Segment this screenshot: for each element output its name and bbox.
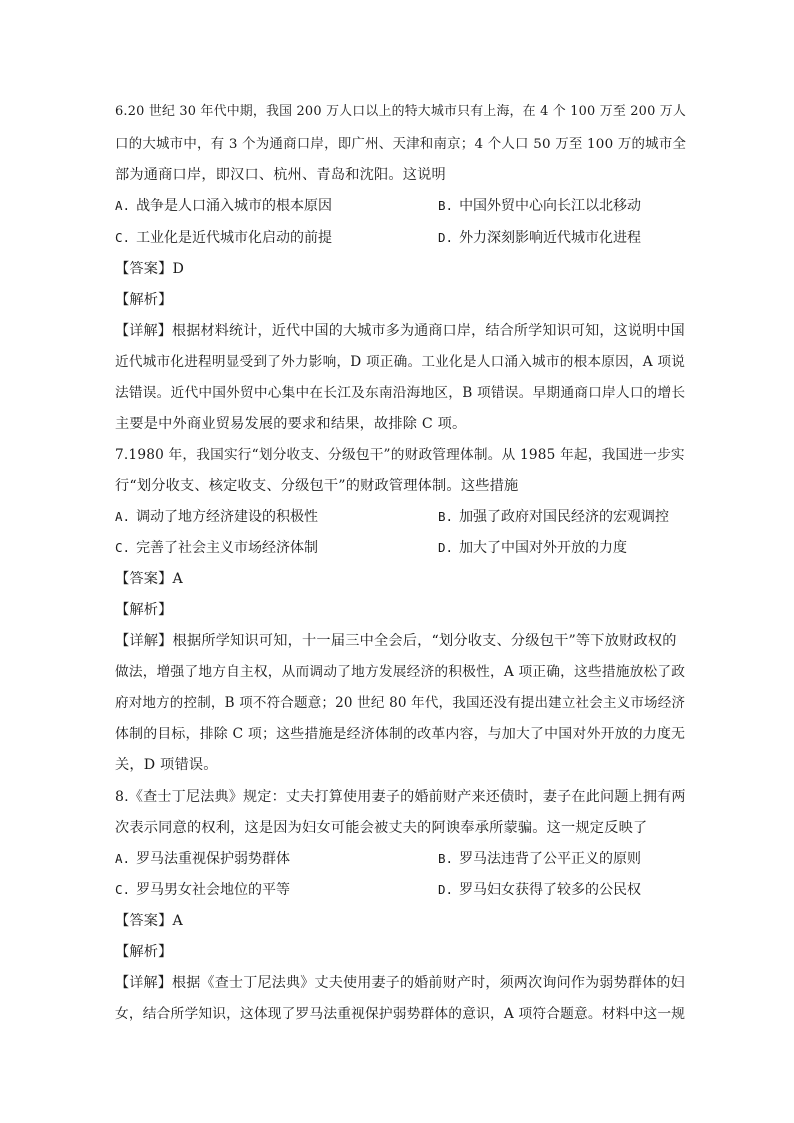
q6-option-b [438,197,641,215]
q6-option-d [438,229,641,247]
q6-detail-line-3: 法错误。近代中国外贸中心集中在长江及东南沿海地区，B 项错误。早期通商口岸人口的增长 [115,385,686,401]
q6-option-b-letter: B. [438,198,454,213]
q7-stem-line-1: 7.1980 年，我国实行“划分收支、分级包干”的财政管理体制。从 1985 年起，我国进一步实 [115,447,685,463]
q7-detail-line-2: 做法，增强了地方自主权，从而调动了地方发展经济的积极性，A 项正确，这些措施放松了政 [115,664,686,680]
q6-option-b-text: 中国外贸中心向长江以北移动 [459,198,642,214]
q8-option-b [438,850,641,868]
q8-option-d-text: 罗马妇女获得了较多的公民权 [459,882,642,898]
q6-option-a-text: 战争是人口涌入城市的根本原因 [136,198,333,214]
q6-answer: 【答案】D [115,261,185,277]
q8-option-c-letter: C. [115,882,131,897]
q8-option-c [115,881,290,899]
q6-option-a [115,197,332,215]
q7-option-b [438,508,669,526]
q8-analysis-label: 【解析】 [115,944,173,960]
q6-analysis-label: 【解析】 [115,292,173,308]
q6-option-c [115,229,332,247]
q7-detail-line-3: 府对地方的控制，B 项不符合题意；20 世纪 80 年代，我国还没有提出建立社会主义市场经济 [115,695,686,711]
q7-option-a-text: 调动了地方经济建设的积极性 [136,509,319,525]
q8-stem-line-1: 8.《查士丁尼法典》规定：丈夫打算使用妻子的婚前财产来还债时，妻子在此问题上拥有两 [115,789,686,805]
q8-option-a-letter: A. [115,851,131,866]
q6-option-a-letter: A. [115,198,131,213]
q7-option-b-letter: B. [438,509,454,524]
q7-option-c-letter: C. [115,540,131,555]
q8-stem-line-2: 次表示同意的权利，这是因为妇女可能会被丈夫的阿谀奉承所蒙骗。这一规定反映了 [115,820,648,836]
q6-detail-line-1: 【详解】根据材料统计，近代中国的大城市多为通商口岸，结合所学知识可知，这说明中国 [115,323,685,339]
q8-option-a [115,850,290,868]
q7-detail-line-4: 体制的目标，排除 C 项；这些措施是经济体制的改革内容，与加大了中国对外开放的力度无 [115,726,686,742]
q6-detail-line-4: 主要是中外商业贸易发展的要求和结果，故排除 C 项。 [115,416,467,432]
q6-option-d-letter: D. [438,230,454,245]
q7-analysis-label: 【解析】 [115,602,173,618]
q7-detail-line-1: 【详解】根据所学知识可知，十一届三中全会后，“划分收支、分级包干”等下放财政权的 [115,633,677,649]
q7-stem-line-2: 行“划分收支、核定收支、分级包干”的财政管理体制。这些措施 [115,478,519,494]
q8-option-d [438,881,641,899]
q7-detail-line-5: 关，D 项错误。 [115,757,218,773]
q7-answer: 【答案】A [115,571,183,587]
q8-option-b-text: 罗马法违背了公平正义的原则 [459,851,642,867]
q6-detail-line-2: 近代城市化进程明显受到了外力影响，D 项正确。工业化是人口涌入城市的根本原因，A 项说 [115,354,686,370]
q8-detail-line-1: 【详解】根据《查士丁尼法典》丈夫使用妻子的婚前财产时，须两次询问作为弱势群体的妇 [115,975,685,991]
q7-option-a-letter: A. [115,509,131,524]
q6-option-d-text: 外力深刻影响近代城市化进程 [459,230,642,246]
q8-detail-line-2: 女，结合所学知识，这体现了罗马法重视保护弱势群体的意识，A 项符合题意。材料中这一规 [115,1006,686,1022]
q8-option-d-letter: D. [438,882,454,897]
q6-option-c-letter: C. [115,230,131,245]
q8-option-b-letter: B. [438,851,454,866]
q7-option-b-text: 加强了政府对国民经济的宏观调控 [459,509,670,525]
q7-option-d-letter: D. [438,540,454,555]
q6-option-c-text: 工业化是近代城市化启动的前提 [136,230,333,246]
q7-option-c-text: 完善了社会主义市场经济体制 [136,540,319,556]
q8-answer: 【答案】A [115,913,183,929]
q6-stem-line-1: 6.20 世纪 30 年代中期，我国 200 万人口以上的特大城市只有上海，在 4 个 100 万至 200 万人 [115,104,686,119]
q6-stem-line-2: 口的大城市中，有 3 个为通商口岸，即广州、天津和南京；4 个人口 50 万至 100 万的城市全 [115,136,687,152]
q6-stem-line-3: 部为通商口岸，即汉口、杭州、青岛和沈阳。这说明 [115,167,446,183]
q7-option-d [438,539,627,557]
q7-option-a [115,508,318,526]
q7-option-c [115,539,318,557]
q8-option-c-text: 罗马男女社会地位的平等 [136,882,291,898]
q7-option-d-text: 加大了中国对外开放的力度 [459,540,628,556]
q8-option-a-text: 罗马法重视保护弱势群体 [136,851,291,867]
